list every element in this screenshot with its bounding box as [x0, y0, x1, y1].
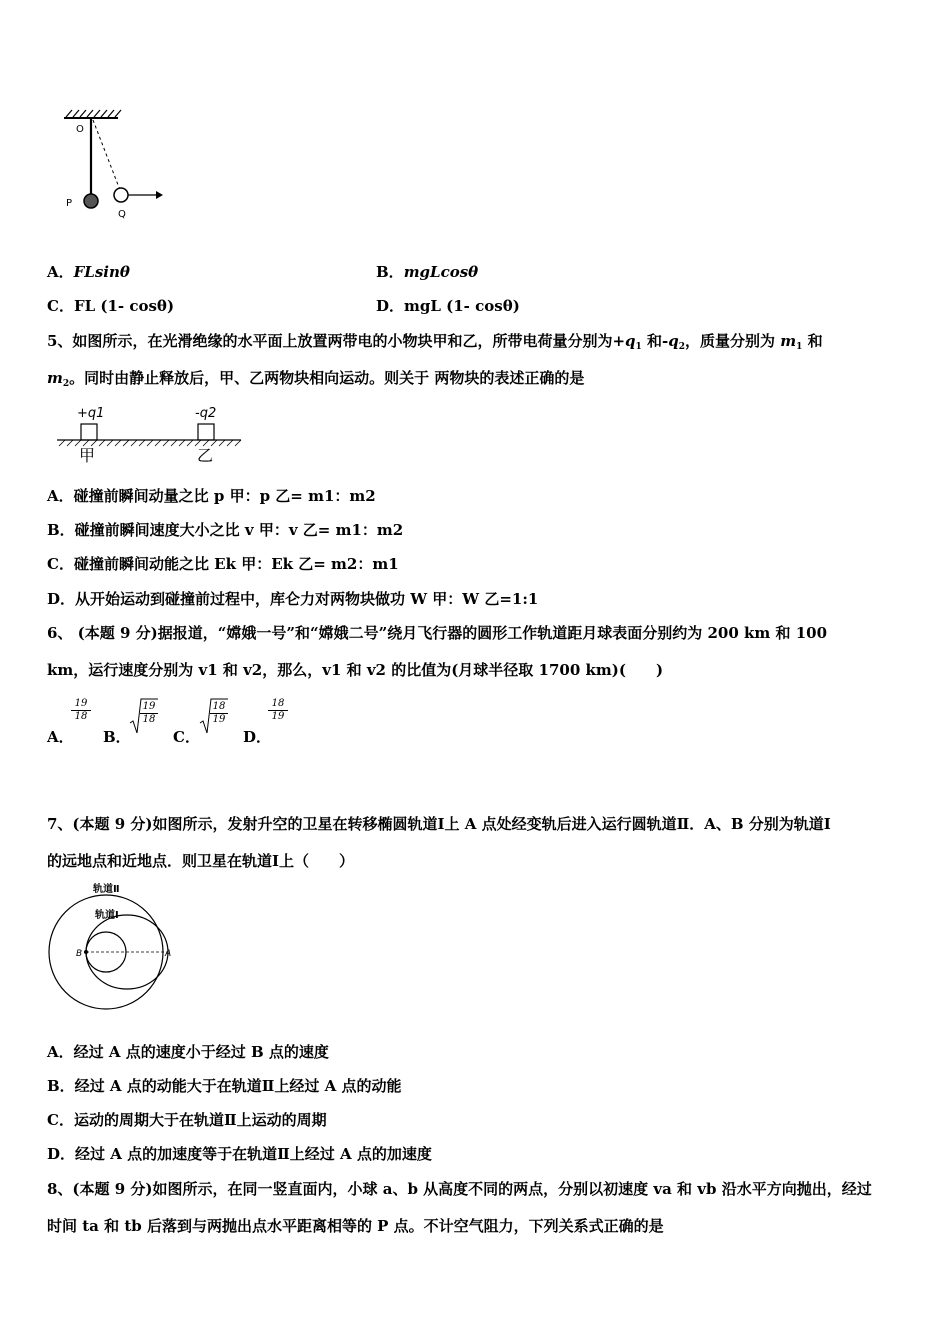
- label-orbit-2: 轨道Ⅱ: [93, 884, 120, 895]
- q6-option-a-letter: A．: [47, 728, 74, 746]
- label-yi: 乙: [197, 446, 214, 464]
- q5-option-d: D．从开始运动到碰撞前过程中，库仑力对两物块做功 W 甲：W 乙=1:1: [47, 590, 539, 608]
- q4-option-b: B．mgLcosθ: [376, 263, 479, 281]
- q7-option-c: C．运动的周期大于在轨道Ⅱ上运动的周期: [47, 1111, 327, 1129]
- q6-stem-line2: km，运行速度分别为 v1 和 v2，那么，v1 和 v2 的比值为(月球半径取 1700 km)( ): [47, 661, 664, 679]
- q6-option-c-sqrt: 18 19: [198, 697, 228, 737]
- q4-option-c: C．FL (1- cosθ): [47, 297, 175, 315]
- q5-option-b: B．碰撞前瞬间速度大小之比 v 甲：v 乙= m1：m2: [47, 521, 404, 539]
- q6-option-c-letter: C．: [173, 728, 200, 746]
- q6-option-d-fraction: 18 19: [268, 698, 288, 723]
- pendulum-figure: [58, 108, 168, 223]
- label-o: O: [76, 124, 84, 135]
- label-a: A: [165, 949, 172, 959]
- q8-stem-line1: 8、(本题 9 分)如图所示，在同一竖直面内，小球 a、b 从高度不同的两点，分别以初速度 va 和 vb 沿水平方向抛出，经过: [47, 1180, 872, 1198]
- q6-option-d-letter: D．: [243, 728, 272, 746]
- q7-stem-line1: 7、(本题 9 分)如图所示，发射升空的卫星在转移椭圆轨道Ⅰ上 A 点处经变轨后进入运行圆轨道Ⅱ．A、B 分别为轨道Ⅰ: [47, 815, 831, 833]
- q6-stem-line1: 6、 (本题 9 分)据报道，“嫦娥一号”和“嫦娥二号”绕月飞行器的圆形工作轨道距月球表面分别约为 200 km 和 100: [47, 624, 828, 642]
- q7-option-b: B．经过 A 点的动能大于在轨道Ⅱ上经过 A 点的动能: [47, 1077, 402, 1095]
- label-q: Q: [118, 209, 126, 220]
- q8-stem-line2: 时间 ta 和 tb 后落到与两抛出点水平距离相等的 P 点。不计空气阻力，下列关系式正确的是: [47, 1217, 664, 1235]
- q6-option-a-fraction: 19 18: [71, 698, 91, 723]
- label-b: B: [76, 949, 83, 959]
- q4-option-a: A．FLsinθ: [47, 263, 130, 281]
- charged-blocks-figure: [55, 402, 245, 464]
- q5-option-c: C．碰撞前瞬间动能之比 Ek 甲：Ek 乙= m2：m1: [47, 555, 399, 573]
- label-p: P: [66, 198, 73, 209]
- q5-stem-line2: $m_2$。同时由静止释放后，甲、乙两物块相向运动。则关于 两物块的表述正确的是: [47, 369, 585, 389]
- q6-option-b-sqrt: 19 18: [128, 697, 158, 737]
- q5-stem-line1: 5、如图所示，在光滑绝缘的水平面上放置两带电的小物块甲和乙，所带电荷量分别为$+q_1$ 和$-q_2$，质量分别为 $m_1$ 和: [47, 332, 823, 352]
- q6-option-b-letter: B．: [103, 728, 131, 746]
- label-q2: -q2: [195, 406, 217, 421]
- q7-option-d: D．经过 A 点的加速度等于在轨道Ⅱ上经过 A 点的加速度: [47, 1145, 432, 1163]
- orbit-figure: [45, 880, 180, 1012]
- q7-stem-line2: 的远地点和近地点．则卫星在轨道Ⅰ上（ ）: [47, 852, 355, 870]
- q5-option-a: A．碰撞前瞬间动量之比 p 甲：p 乙= m1：m2: [47, 487, 376, 505]
- label-jia: 甲: [79, 446, 96, 464]
- label-orbit-1: 轨道Ⅰ: [95, 910, 119, 921]
- label-q1: +q1: [77, 406, 105, 421]
- q7-option-a: A．经过 A 点的速度小于经过 B 点的速度: [47, 1043, 329, 1061]
- q4-option-d: D．mgL (1- cosθ): [376, 297, 520, 315]
